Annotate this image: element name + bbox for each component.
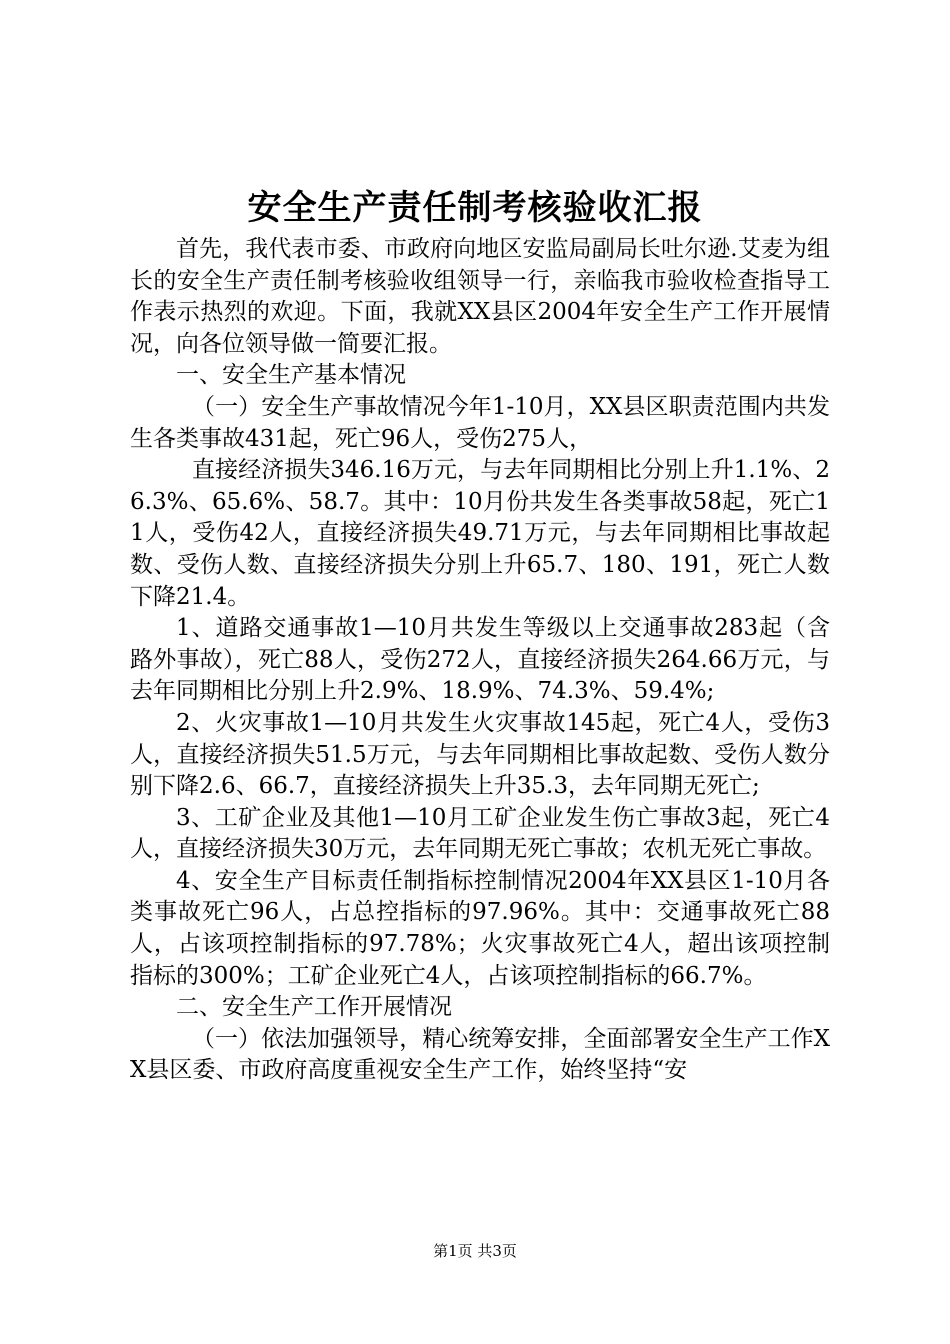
paragraph-accident-summary: （一）安全生产事故情况今年1-10月，XX县区职责范围内共发生各类事故431起，死亡96人，受伤275人， [130,393,830,452]
section-heading-1: 一、安全生产基本情况 [176,362,406,389]
document-title: 安全生产责任制考核验收汇报 [247,188,703,228]
document-body [130,234,830,1087]
paragraph-target-control: 4、安全生产目标责任制指标控制情况2004年XX县区1-10月各类事故死亡96人，占总控指标的97.96%。其中：交通事故死亡88人，占该项控制指标的97.78%；火灾事故死亡4人，超出该项控制指标的300%；工矿企业死亡4人，占该项控制指标的66.7%。 [130,867,830,989]
section-heading-2: 二、安全生产工作开展情况 [176,994,452,1021]
paragraph-intro: 首先，我代表市委、市政府向地区安监局副局长吐尔逊.艾麦为组长的安全生产责任制考核验收组领导一行，亲临我市验收检查指导工作表示热烈的欢迎。下面，我就XX县区2004年安全生产工作开展情况，向各位领导做一简要汇报。 [130,236,830,357]
paragraph-fire-accidents: 2、火灾事故1—10月共发生火灾事故145起，死亡4人，受伤3人，直接经济损失51.5万元，与去年同期相比事故起数、受伤人数分别下降2.6、66.7，直接经济损失上升35.3，去年同期无死亡; [130,709,830,800]
page-footer: 第1页 共3页 [433,1242,517,1260]
paragraph-economic-loss: 直接经济损失346.16万元，与去年同期相比分别上升1.1%、26.3%、65.6%、58.7。其中：10月份共发生各类事故58起，死亡11人，受伤42人，直接经济损失49.71万元，与去年同期相比事故起数、受伤人数、直接经济损失分别上升65.7、180、191，死亡人数下降21.4。 [130,457,830,610]
paragraph-traffic-accidents: 1、道路交通事故1—10月共发生等级以上交通事故283起（含路外事故），死亡88人，受伤272人，直接经济损失264.66万元，与去年同期相比分别上升2.9%、18.9%、74.3%、59.4%; [130,615,830,705]
paragraph-leadership: （一）依法加强领导，精心统筹安排，全面部署安全生产工作XX县区委、市政府高度重视安全生产工作，始终坚持“安 [130,1025,830,1084]
paragraph-industrial-accidents: 3、工矿企业及其他1—10月工矿企业发生伤亡事故3起，死亡4人，直接经济损失30万元，去年同期无死亡事故；农机无死亡事故。 [130,804,830,863]
